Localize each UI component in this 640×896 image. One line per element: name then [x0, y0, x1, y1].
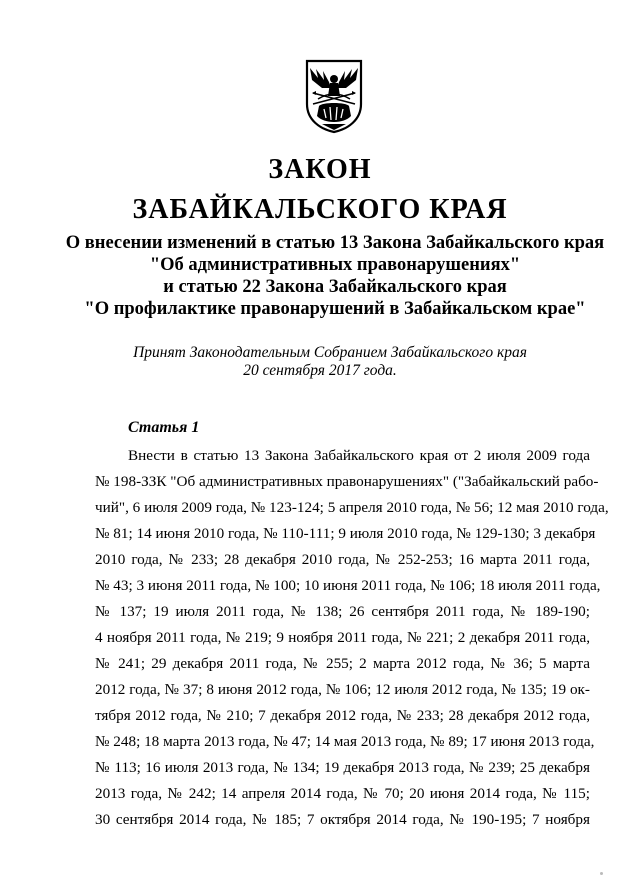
body-line: 30 сентября 2014 года, № 185; 7 октября 2014 года, № 190-195; 7 ноября	[95, 811, 590, 828]
body-line: № 137; 19 июля 2011 года, № 138; 26 сентября 2011 года, № 189-190;	[95, 603, 590, 620]
body-line: № 81; 14 июня 2010 года, № 110-111; 9 июля 2010 года, № 129-130; 3 декабря	[95, 525, 596, 542]
body-line: чий", 6 июля 2009 года, № 123-124; 5 апреля 2010 года, № 56; 12 мая 2010 года,	[95, 499, 609, 516]
law-subtitle-line: "Об административных правонарушениях"	[149, 255, 521, 275]
article-heading: Статья 1	[128, 419, 200, 436]
body-line: 2013 года, № 242; 14 апреля 2014 года, № 70; 20 июня 2014 года, № 115;	[95, 785, 590, 802]
law-subtitle-line: "О профилактике правонарушений в Забайкальском крае"	[84, 299, 586, 319]
body-line: № 43; 3 июня 2011 года, № 100; 10 июня 2011 года, № 106; 18 июля 2011 года,	[95, 577, 601, 594]
coat-of-arms-icon	[304, 58, 364, 134]
adoption-note: Принят Законодательным Собранием Забайкальского края	[133, 344, 527, 361]
body-line: № 241; 29 декабря 2011 года, № 255; 2 марта 2012 года, № 36; 5 марта	[95, 655, 590, 672]
body-line: 4 ноября 2011 года, № 219; 9 ноября 2011 года, № 221; 2 декабря 2011 года,	[95, 629, 590, 646]
body-line: 2010 года, № 233; 28 декабря 2010 года, № 252-253; 16 марта 2011 года,	[95, 551, 590, 568]
body-line: № 198-ЗЗК "Об административных правонарушениях" ("Забайкальский рабо-	[95, 473, 599, 490]
body-line: тября 2012 года, № 210; 7 декабря 2012 года, № 233; 28 декабря 2012 года,	[95, 707, 590, 724]
body-line: № 113; 16 июля 2013 года, № 134; 19 декабря 2013 года, № 239; 25 декабря	[95, 759, 590, 776]
scan-speck	[600, 872, 603, 875]
body-line: № 248; 18 марта 2013 года, № 47; 14 мая 2013 года, № 89; 17 июня 2013 года,	[95, 733, 595, 750]
law-region: ЗАБАЙКАЛЬСКОГО КРАЯ	[132, 194, 508, 225]
adoption-date: 20 сентября 2017 года.	[243, 362, 397, 379]
body-line: Внести в статью 13 Закона Забайкальского края от 2 июля 2009 года	[128, 447, 590, 464]
law-title: ЗАКОН	[268, 154, 372, 185]
body-line: 2012 года, № 37; 8 июня 2012 года, № 106; 12 июля 2012 года, № 135; 19 ок-	[95, 681, 590, 698]
law-subtitle-line: О внесении изменений в статью 13 Закона Забайкальского края	[65, 233, 605, 253]
law-subtitle-line: и статью 22 Закона Забайкальского края	[163, 277, 507, 297]
